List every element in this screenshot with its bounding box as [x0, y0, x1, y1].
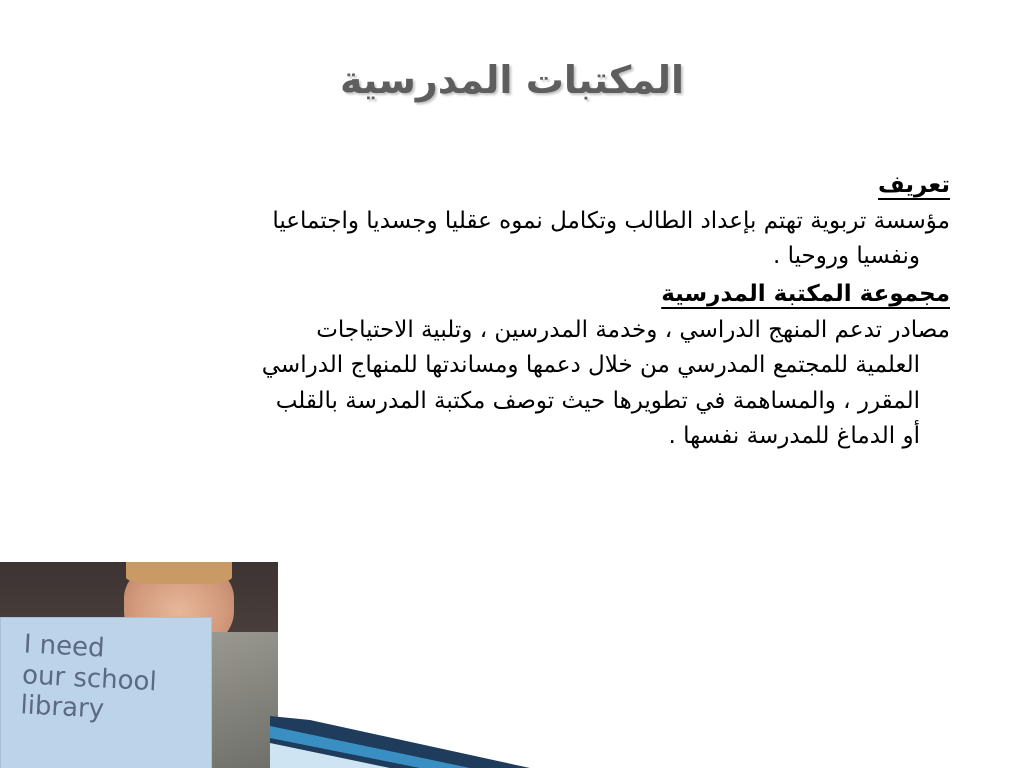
collection-line-3: المقرر ، والمساهمة في تطويرها حيث توصف مكتبة المدرسة بالقلب [275, 387, 920, 414]
collection-paragraph [70, 313, 950, 456]
collection-line-2: العلمية للمجتمع المدرسي من خلال دعمها ومساندتها للمنهاج الدراسي [261, 352, 920, 379]
definition-line-1: مؤسسة تربوية تهتم بإعداد الطالب وتكامل نموه عقليا وجسديا واجتماعيا [272, 207, 950, 234]
child-hair [126, 562, 232, 584]
definition-heading: تعريف [878, 172, 950, 198]
definition-paragraph [70, 204, 950, 275]
collection-line-4: أو الدماغ للمدرسة نفسها . [668, 423, 920, 450]
definition-line-2: ونفسيا وروحيا . [772, 243, 920, 270]
collection-line-1: مصادر تدعم المنهج الدراسي ، وخدمة المدرسين ، وتلبية الاحتياجات [316, 316, 950, 343]
decorative-swoosh [270, 698, 530, 768]
sign-text: I need our school library [19, 629, 158, 725]
collection-heading: مجموعة المكتبة المدرسية [661, 280, 950, 307]
slide-title: المكتبات المدرسية [339, 58, 685, 102]
slide-body [70, 168, 950, 457]
child-with-sign-photo [0, 562, 278, 768]
